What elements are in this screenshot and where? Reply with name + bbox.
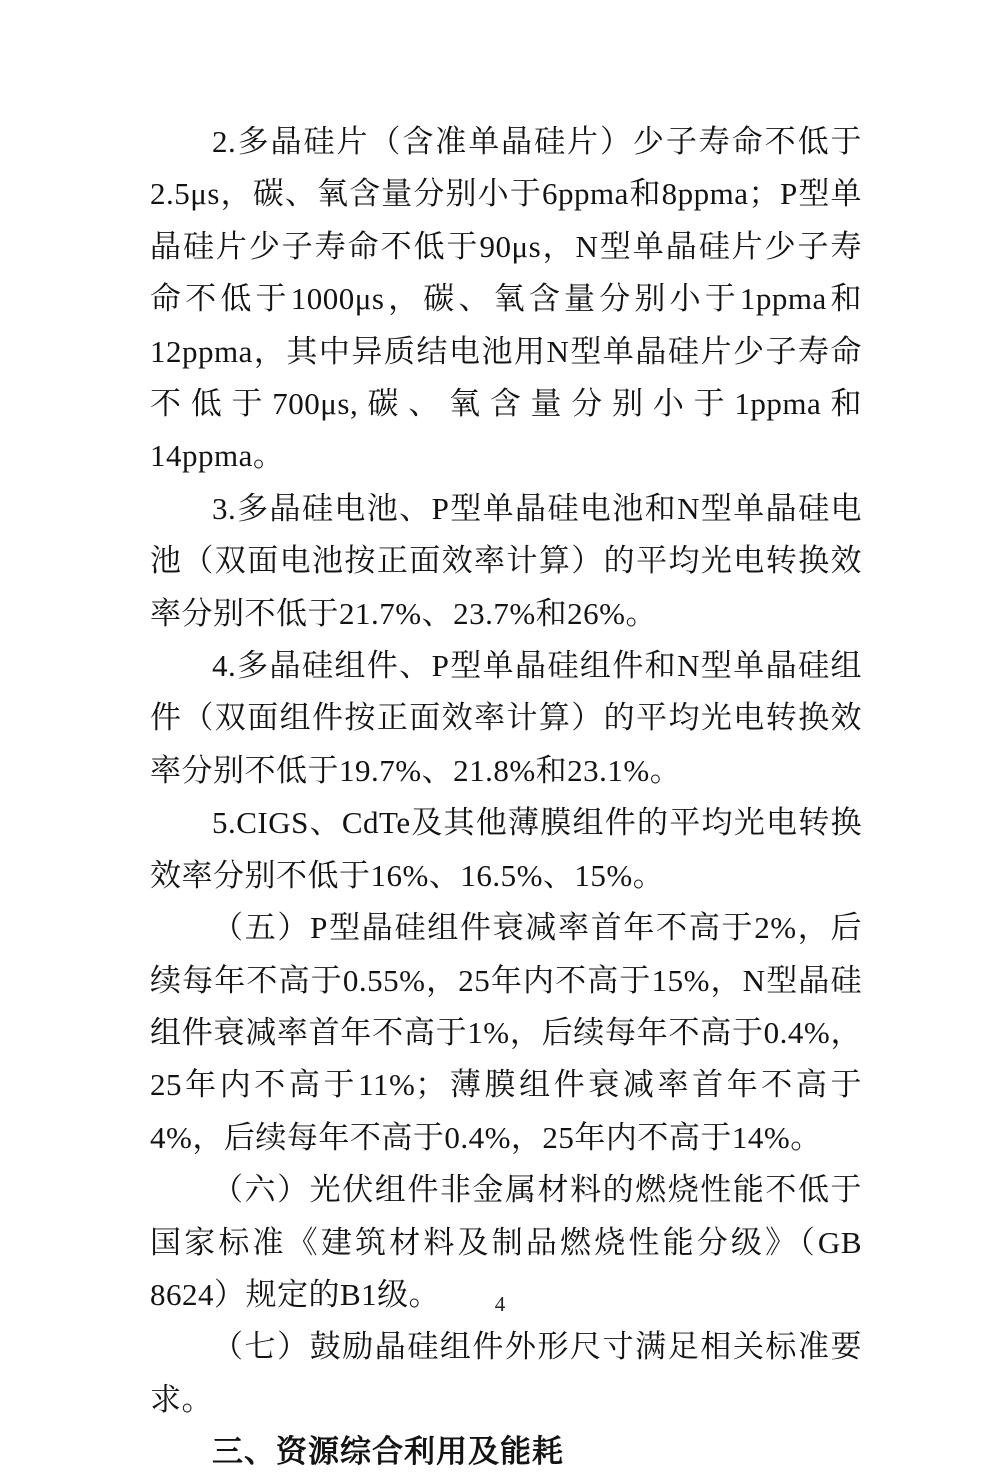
page-number: 4 [494,1292,506,1316]
paragraph-wafer-lifetime: 2.多晶硅片（含准单晶硅片）少子寿命不低于2.5μs，碳、氧含量分别小于6ppma和8ppma；P型单晶硅片少子寿命不低于90μs，N型单晶硅片少子寿命不低于1000μs，碳、氧含量分别小于1ppma和12ppma，其中异质结电池用N型单晶硅片少子寿命不低于700μs,碳、氧含量分别小于1ppma和14ppma。 [150,124,862,474]
paragraph-cell-efficiency: 3.多晶硅电池、P型单晶硅电池和N型单晶硅电池（双面电池按正面效率计算）的平均光电转换效率分别不低于21.7%、23.7%和26%。 [150,490,862,631]
paragraph-module-dimensions: （七）鼓励晶硅组件外形尺寸满足相关标准要求。 [150,1329,862,1417]
paragraph-thinfilm-efficiency: 5.CIGS、CdTe及其他薄膜组件的平均光电转换效率分别不低于16%、16.5%、15%。 [150,805,862,893]
paragraph-degradation-rates: （五）P型晶硅组件衰减率首年不高于2%，后续每年不高于0.55%，25年内不高于15%，N型晶硅组件衰减率首年不高于1%，后续每年不高于0.4%，25年内不高于11%；薄膜组件衰减率首年不高于4%，后续每年不高于0.4%，25年内不高于14%。 [150,910,862,1155]
section-heading-resource-utilization: 三、资源综合利用及能耗 [212,1434,564,1470]
paragraph-fire-rating: （六）光伏组件非金属材料的燃烧性能不低于国家标准《建筑材料及制品燃烧性能分级》（GB 8624）规定的B1级。 [150,1172,862,1312]
paragraph-module-efficiency: 4.多晶硅组件、P型单晶硅组件和N型单晶硅组件（双面组件按正面效率计算）的平均光电转换效率分别不低于19.7%、21.8%和23.1%。 [150,648,862,788]
document-body [150,116,862,1479]
